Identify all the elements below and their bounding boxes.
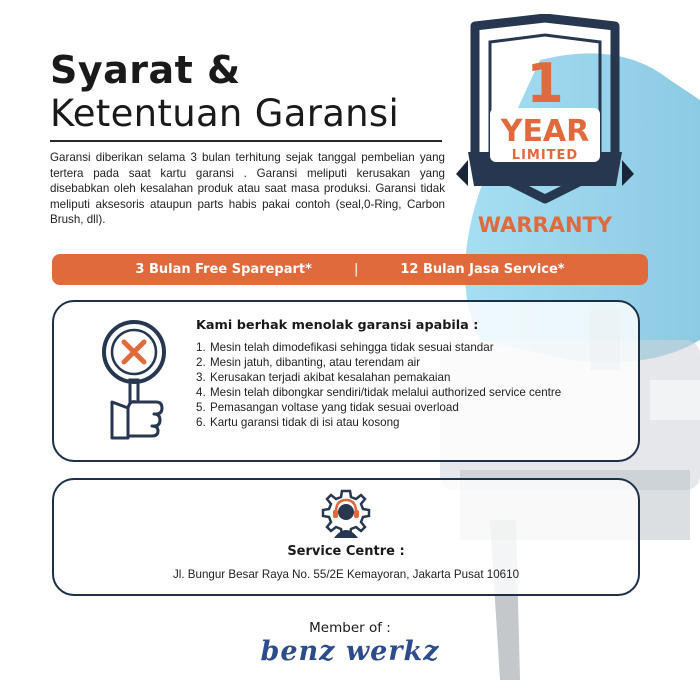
list-item: 1. Mesin telah dimodefikasi sehingga tidak sesuai standar [196,341,494,354]
list-item: 6. Kartu garansi tidak di isi atau kosong [196,416,400,429]
rejection-box [52,300,640,462]
list-item: 2. Mesin jatuh, dibanting, atau terendam air [196,356,421,369]
gear-headset-icon [316,488,376,546]
list-item: 3. Kerusakan terjadi akibat kesalahan pemakaian [196,371,451,384]
service-centre-title: Service Centre : [287,544,405,559]
list-item: 5. Pemasangan voltase yang tidak sesuai overload [196,401,459,414]
shield-badge-icon [450,14,640,244]
badge-limited: LIMITED [511,148,579,163]
page-title-line1: Syarat & [50,48,241,92]
brand-logo: benz werkz [260,636,440,667]
service-centre-box [52,478,640,596]
title-underline [50,140,442,142]
rejection-title: Kami berhak menolak garansi apabila : [196,318,479,333]
warranty-description: Garansi diberikan selama 3 bulan terhitung sejak tanggal pembelian yang tertera pada saat kartu garansi . Garansi meliputi kerusakan yang disebabkan oleh kesalahan produk atau saat masa produksi. Garansi tidak meliputi aksesoris ataupun parts habis pakai contoh (seal,0-Ring, Carbon Brush, dll). [50,151,445,226]
page-title-line2: Ketentuan Garansi [50,92,400,135]
member-of-label: Member of : [309,620,391,636]
list-item: 4. Mesin telah dibongkar sendiri/tidak melalui authorized service centre [196,386,562,399]
service-centre-address: Jl. Bungur Besar Raya No. 55/2E Kemayoran, Jakarta Pusat 10610 [172,568,520,581]
badge-number: 1 [526,52,564,115]
badge-year: YEAR [500,114,590,149]
offer-banner [52,254,648,285]
badge-warranty: WARRANTY [477,213,613,237]
magnifier-reject-hand-icon [82,316,178,446]
rejection-list [196,340,616,430]
banner-separator: | [353,262,359,277]
banner-sparepart-text: 3 Bulan Free Sparepart* [135,262,312,277]
banner-service-text: 12 Bulan Jasa Service* [400,262,565,277]
